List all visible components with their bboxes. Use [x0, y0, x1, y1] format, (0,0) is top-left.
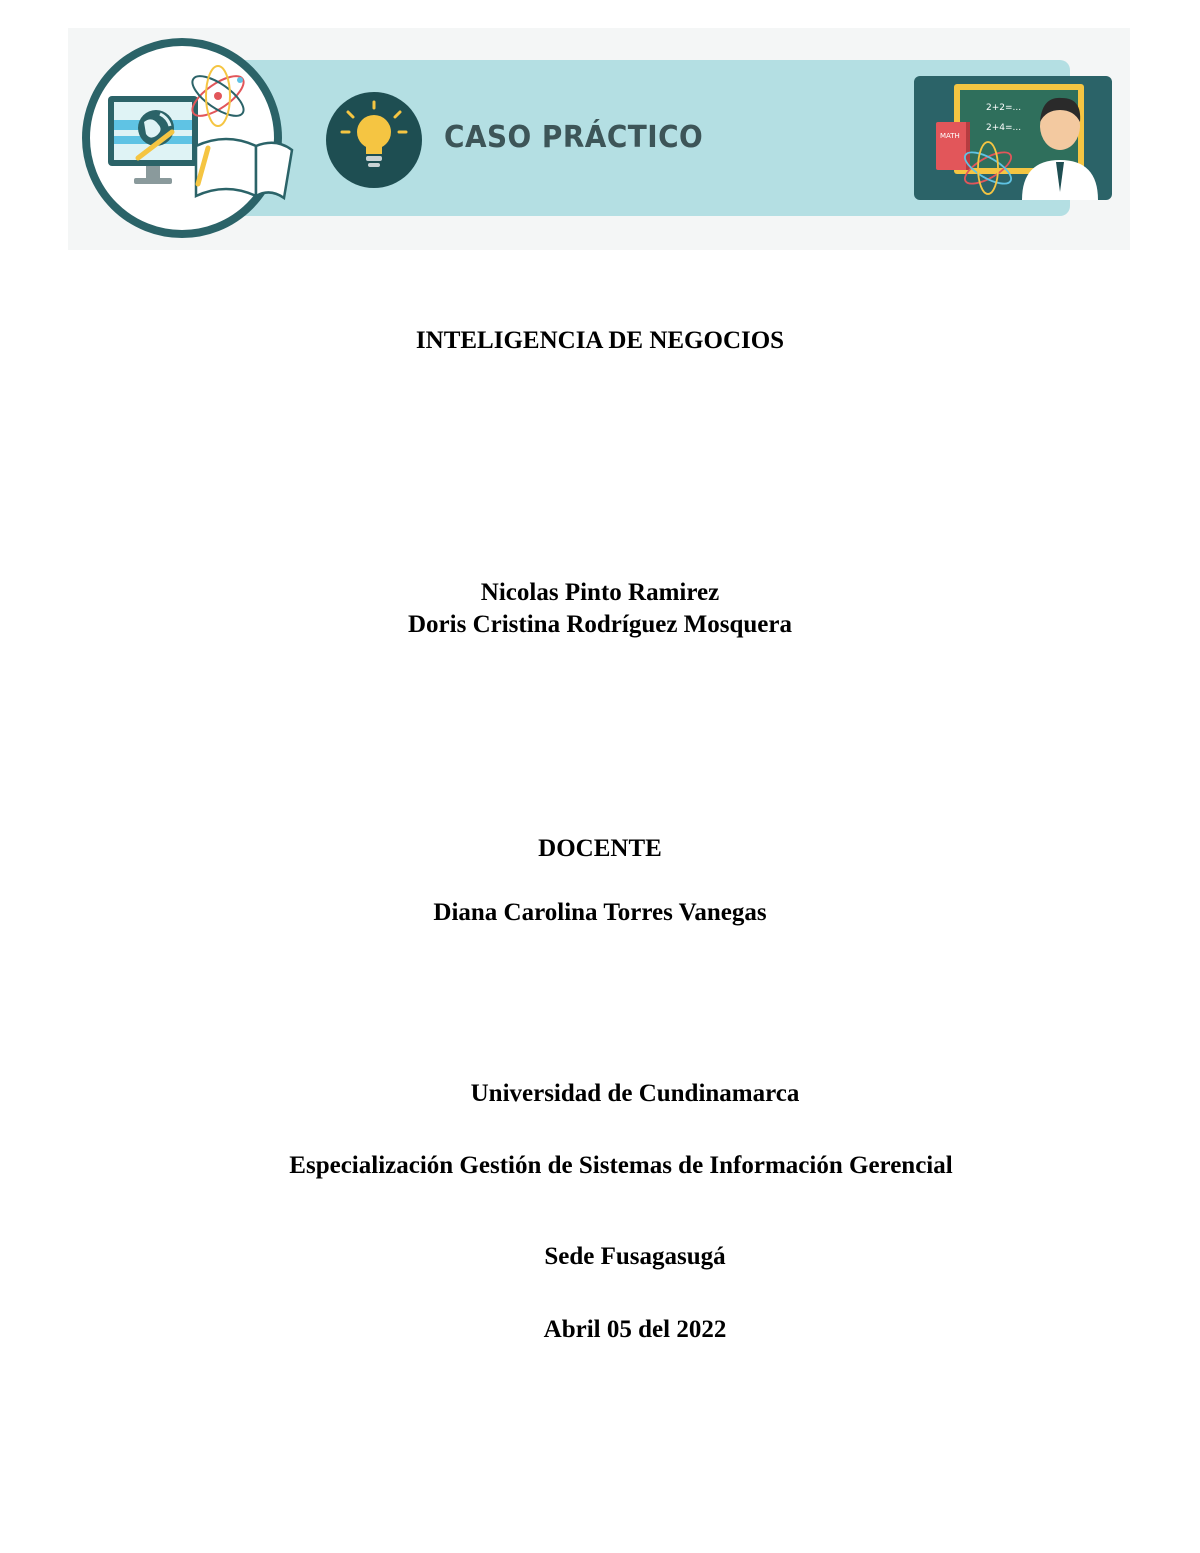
teacher-label: DOCENTE	[538, 835, 662, 862]
program-name: Especialización Gestión de Sistemas de Información Gerencial	[289, 1152, 953, 1179]
computer-globe-icon	[86, 42, 278, 234]
board-line-2: 2+4=...	[986, 123, 1022, 133]
university-name: Universidad de Cundinamarca	[470, 1080, 800, 1107]
document-title: INTELIGENCIA DE NEGOCIOS	[415, 327, 785, 354]
author-1: Nicolas Pinto Ramirez	[480, 579, 720, 606]
banner-title: CASO PRÁCTICO	[444, 120, 704, 155]
header-banner	[68, 28, 1130, 250]
document-date: Abril 05 del 2022	[543, 1316, 727, 1343]
teacher-name: Diana Carolina Torres Vanegas	[433, 899, 767, 926]
book-label: MATH	[940, 132, 960, 140]
open-book-icon	[196, 139, 292, 198]
author-2: Doris Cristina Rodríguez Mosquera	[408, 611, 792, 638]
chalkboard-teacher-icon	[914, 76, 1112, 200]
math-book-icon	[936, 122, 970, 170]
lightbulb-icon	[326, 92, 422, 188]
campus-name: Sede Fusagasugá	[544, 1243, 726, 1270]
board-line-1: 2+2=...	[986, 103, 1022, 113]
